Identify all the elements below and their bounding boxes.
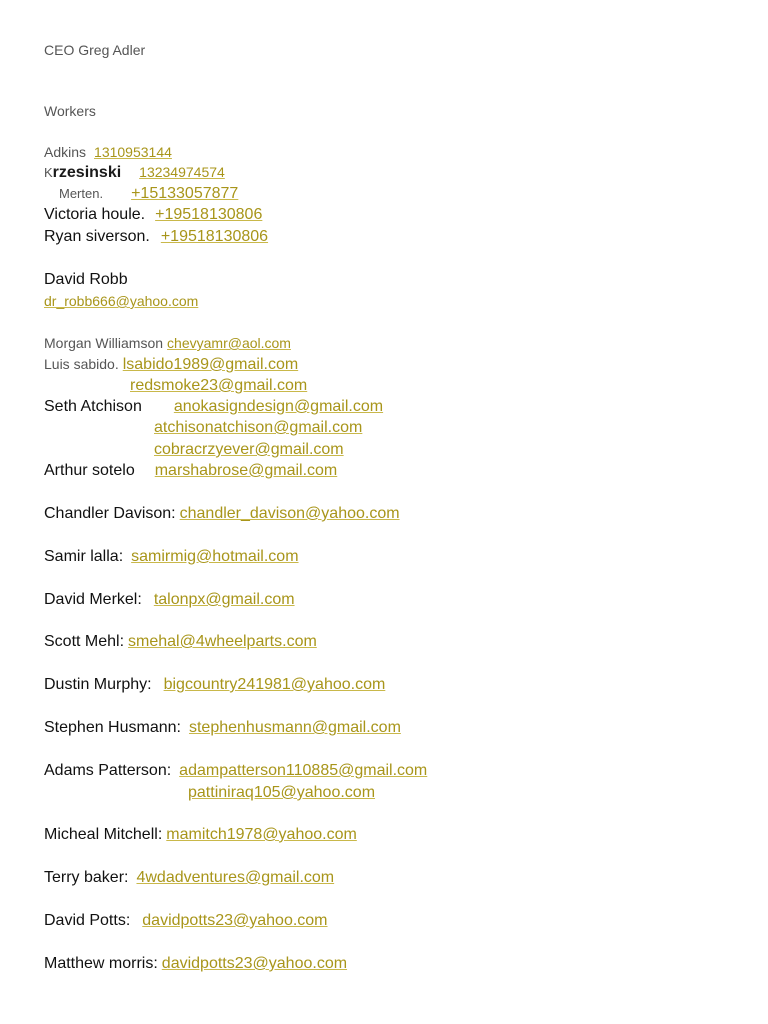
contact-row <box>44 506 400 522</box>
contact-name: Ryan siverson. <box>44 228 150 245</box>
contact-row <box>44 763 427 779</box>
email-link[interactable]: redsmoke23@gmail.com <box>130 377 308 394</box>
contact-row <box>44 870 334 886</box>
contact-name: Seth Atchison <box>44 398 142 415</box>
contact-row <box>44 399 383 415</box>
contact-row <box>44 913 328 929</box>
email-link[interactable]: samirmig@hotmail.com <box>131 548 299 565</box>
contact-name: Chandler Davison: <box>44 505 176 522</box>
contact-row <box>44 592 295 608</box>
contact-row <box>44 229 268 245</box>
contact-row <box>154 442 344 458</box>
contact-row <box>44 956 347 972</box>
contact-row <box>44 357 298 373</box>
contact-name: Stephen Husmann: <box>44 719 181 736</box>
email-link[interactable]: atchisonatchison@gmail.com <box>154 419 363 436</box>
email-link[interactable]: cobracrzyever@gmail.com <box>154 441 344 458</box>
contact-name: Arthur sotelo <box>44 462 135 479</box>
phone-link[interactable]: 13234974574 <box>139 164 225 180</box>
contact-name: Merten. <box>59 186 104 201</box>
contact-row <box>44 145 172 159</box>
email-link[interactable]: talonpx@gmail.com <box>153 591 295 608</box>
phone-link[interactable]: +19518130806 <box>160 228 269 245</box>
contact-name: Luis sabido. <box>44 356 119 372</box>
email-link[interactable]: davidpotts23@yahoo.com <box>161 955 348 972</box>
phone-link[interactable]: +19518130806 <box>155 206 263 223</box>
contact-row <box>44 207 262 223</box>
contact-row <box>44 549 299 565</box>
contact-name: Dustin Murphy: <box>44 676 152 693</box>
email-link[interactable]: anokasigndesign@gmail.com <box>173 398 384 415</box>
contact-name: Terry baker: <box>44 869 129 886</box>
contact-row <box>44 827 357 843</box>
contact-row <box>154 420 362 436</box>
phone-link[interactable]: 1310953144 <box>94 144 172 160</box>
contact-name: Morgan Williamson <box>44 335 164 351</box>
contact-name: Scott Mehl: <box>44 633 125 650</box>
contact-name: Matthew morris: <box>44 955 158 972</box>
email-link[interactable]: chevyamr@aol.com <box>167 335 291 351</box>
email-link[interactable]: adampatterson110885@gmail.com <box>179 762 428 779</box>
contact-name: Victoria houle. <box>44 206 146 223</box>
email-link[interactable]: marshabrose@gmail.com <box>154 462 338 479</box>
email-link[interactable]: dr_robb666@yahoo.com <box>44 293 199 309</box>
email-link[interactable]: davidpotts23@yahoo.com <box>142 912 328 929</box>
contact-row <box>44 634 317 650</box>
contact-name: David Potts: <box>44 912 131 929</box>
email-link[interactable]: mamitch1978@yahoo.com <box>166 826 357 843</box>
contact-name: Micheal Mitchell: <box>44 826 163 843</box>
contact-row <box>130 378 307 394</box>
email-link[interactable]: chandler_davison@yahoo.com <box>179 505 400 522</box>
contact-row <box>44 677 385 693</box>
contact-row <box>44 720 401 736</box>
workers-heading: Workers <box>44 103 96 119</box>
email-link[interactable]: pattiniraq105@yahoo.com <box>188 784 376 801</box>
email-link[interactable]: stephenhusmann@gmail.com <box>188 719 401 736</box>
contact-row <box>44 336 291 350</box>
contact-row <box>188 785 375 801</box>
email-link[interactable]: bigcountry241981@yahoo.com <box>163 676 386 693</box>
contact-name: David Merkel: <box>44 591 142 608</box>
email-link[interactable]: smehal@4wheelparts.com <box>128 633 317 650</box>
contact-name: Adkins <box>44 144 87 160</box>
ceo-line: CEO Greg Adler <box>44 42 146 58</box>
contact-name: Adams Patterson: <box>44 762 172 779</box>
contact-name: David Robb <box>44 271 128 288</box>
contact-name: rzesinski <box>52 164 122 181</box>
contact-row <box>44 463 337 479</box>
contact-name-prefix: K <box>44 165 53 180</box>
contact-row <box>59 186 238 202</box>
contact-row <box>44 165 225 181</box>
email-link[interactable]: 4wdadventures@gmail.com <box>136 869 335 886</box>
email-link[interactable]: lsabido1989@gmail.com <box>122 356 299 373</box>
phone-link[interactable]: +15133057877 <box>131 185 239 202</box>
contact-name: Samir lalla: <box>44 548 124 565</box>
contact-row <box>44 294 198 308</box>
